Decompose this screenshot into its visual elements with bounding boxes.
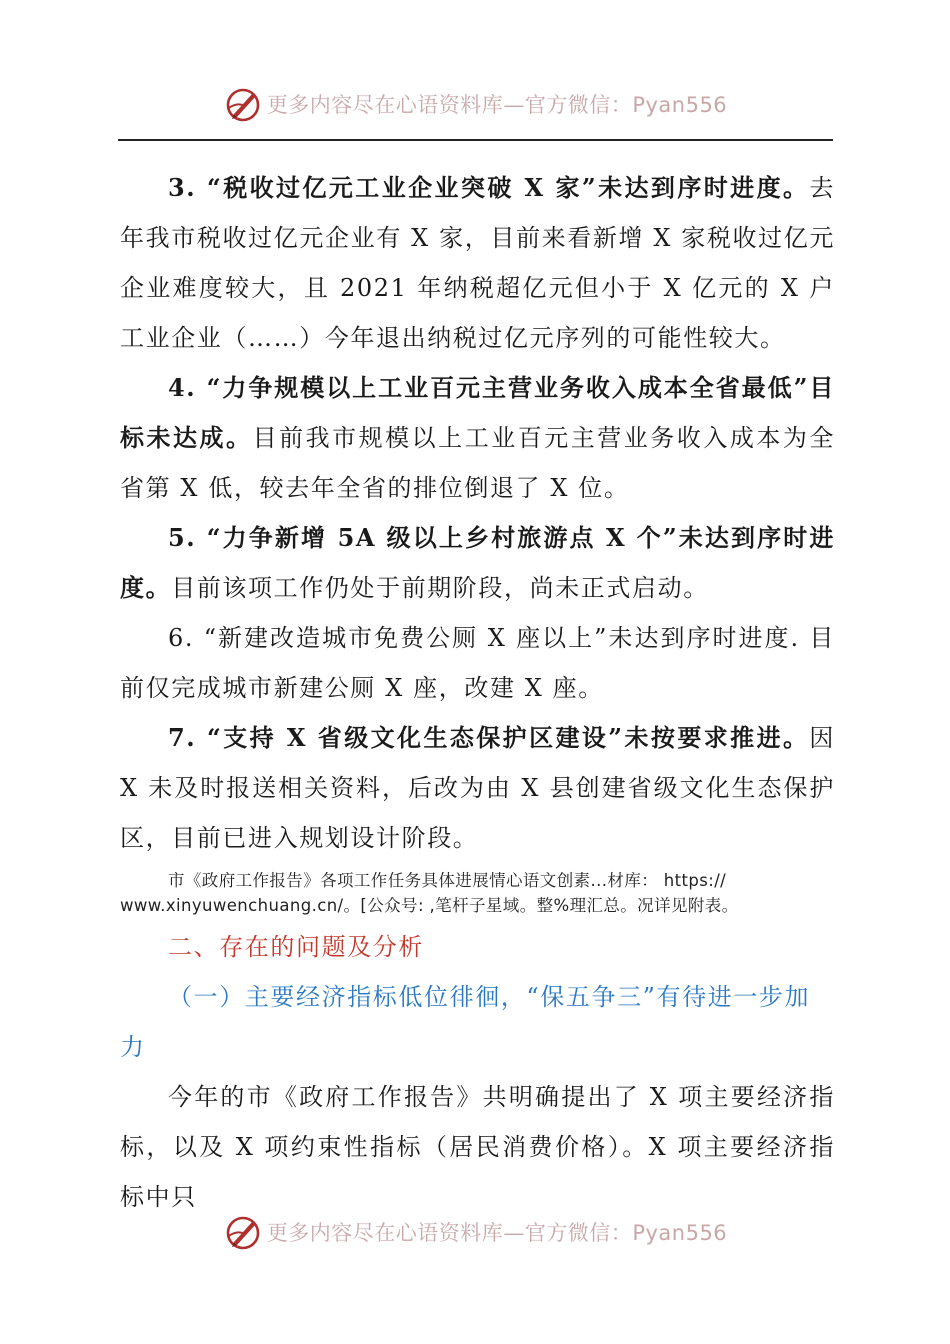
item-3: 3. “税收过亿元工业企业突破 X 家”未达到序时进度。去年我市税收过亿元企业有 X 家，目前来看新增 X 家税收过亿元企业难度较大，且 2021 年纳税超亿元但小于 X 亿元的 X 户工业企业（……）今年退出纳税过亿元序列的可能性较大。 bbox=[120, 173, 835, 352]
document-body bbox=[120, 163, 835, 1222]
item-7-heading: 7. “支持 X 省级文化生态保护区建设”未按要求推进。 bbox=[168, 723, 810, 752]
item-6: 6. “新建改造城市免费公厕 X 座以上”未达到序时进度. 目前仅完成城市新建公厕 X 座，改建 X 座。 bbox=[120, 624, 835, 702]
wechat-id: Pyan556 bbox=[632, 93, 728, 117]
section-title: 二、存在的问题及分析 bbox=[168, 933, 424, 961]
item-4: 4. “力争规模以上工业百元主营业务收入成本全省最低”目标未达成。目前我市规模以上工业百元主营业务收入成本为全省第 X 低，较去年全省的排位倒退了 X 位。 bbox=[120, 373, 835, 502]
wechat-id: Pyan556 bbox=[632, 1221, 728, 1245]
footer-banner bbox=[0, 1210, 950, 1254]
item-4-heading: 4. “力争规模以上工业百元主营业务收入成本全省最低”目标未达成。 bbox=[120, 373, 835, 452]
subsection-title: （一）主要经济指标低位徘徊，“保五争三”有待进一步加力 bbox=[120, 983, 811, 1061]
item-3-heading: 3. “税收过亿元工业企业突破 X 家”未达到序时进度。 bbox=[168, 173, 810, 202]
item-5-heading: 5. “力争新增 5A 级以上乡村旅游点 X 个”未达到序时进度。 bbox=[120, 523, 835, 602]
banner-text: 更多内容尽在心语资料库—官方微信：Pyan556 bbox=[266, 1221, 728, 1245]
paragraph-main-indicators: 今年的市《政府工作报告》共明确提出了 X 项主要经济指标，以及 X 项约束性指标（居民消费价格）。X 项主要经济指标中只 bbox=[120, 1083, 835, 1211]
pen-logo-icon bbox=[223, 1212, 263, 1252]
pen-logo-icon bbox=[223, 84, 263, 124]
item-5: 5. “力争新增 5A 级以上乡村旅游点 X 个”未达到序时进度。目前该项工作仍处于前期阶段，尚未正式启动。 bbox=[120, 523, 835, 602]
header-rule bbox=[118, 139, 833, 141]
item-7: 7. “支持 X 省级文化生态保护区建设”未按要求推进。因 X 未及时报送相关资料，后改为由 X 县创建省级文化生态保护区，目前已进入规划设计阶段。 bbox=[120, 723, 835, 852]
source-note: 市《政府工作报告》各项工作任务具体进展情心语文创素...材库： https:// www.xinyuwenchuang.cn/。[公众号: ,笔杆子星域。整%理汇总。况详见附表。 bbox=[120, 871, 739, 915]
banner-text: 更多内容尽在心语资料库—官方微信：Pyan556 bbox=[266, 93, 728, 117]
header-banner bbox=[0, 82, 950, 126]
